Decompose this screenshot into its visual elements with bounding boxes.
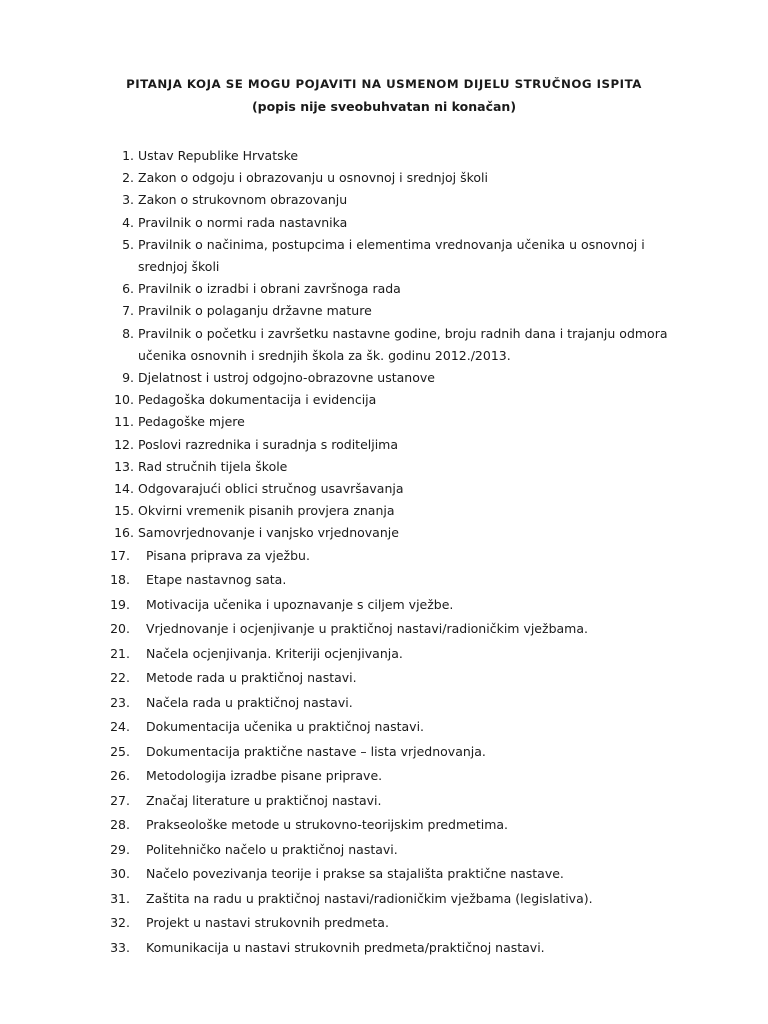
list-item-text: Zakon o strukovnom obrazovanju (138, 192, 348, 208)
list-item-text: Zakon o odgoju i obrazovanju u osnovnoj i srednjoj školi (138, 170, 488, 186)
list-item-number: 7. (122, 303, 134, 319)
list-item-text: Okvirni vremenik pisanih provjera znanja (138, 503, 395, 519)
list-item-text: Pravilnik o izradbi i obrani završnoga rada (138, 281, 401, 297)
list-item-number: 13. (114, 458, 134, 474)
list-item-text: Načela ocjenjivanja. Kriteriji ocjenjivanja. (146, 645, 403, 661)
list-item-number: 3. (122, 192, 134, 208)
list-item-text: Pravilnik o načinima, postupcima i elementima vrednovanja učenika u osnovnoj i (138, 236, 645, 252)
list-item-number: 16. (114, 525, 134, 541)
list-item-text: Rad stručnih tijela škole (138, 458, 288, 474)
list-item-text: Pedagoška dokumentacija i evidencija (138, 392, 377, 408)
list-item-number: 21. (110, 645, 130, 661)
list-item-text: Pravilnik o početku i završetku nastavne godine, broju radnih dana i trajanju odmora (138, 325, 668, 341)
list-item-text: Ustav Republike Hrvatske (138, 148, 299, 163)
document-title: PITANJA KOJA SE MOGU POJAVITI NA USMENOM DIJELU STRUČNOG ISPITA (126, 77, 642, 91)
list-item-number: 25. (110, 743, 130, 759)
list-item-text: Metodologija izradbe pisane priprave. (146, 768, 383, 784)
list-item-number: 17. (110, 547, 130, 563)
list-item-number: 11. (114, 414, 134, 430)
list-item-text: Odgovarajući oblici stručnog usavršavanja (138, 481, 404, 496)
list-item-text: Pedagoške mjere (138, 414, 245, 430)
list-item-number: 28. (110, 817, 130, 833)
list-item-text: Vrjednovanje i ocjenjivanje u praktičnoj nastavi/radioničkim vježbama. (146, 621, 588, 637)
list-item-text: Značaj literature u praktičnoj nastavi. (146, 792, 382, 808)
list-item-text-continued: učenika osnovnih i srednjih škola za šk. godinu 2012./2013. (138, 347, 511, 363)
list-item-number: 1. (122, 148, 134, 163)
list-item-text: Etape nastavnog sata. (146, 572, 287, 588)
list-item-text: Politehničko načelo u praktičnoj nastavi. (146, 841, 398, 857)
list-item-number: 31. (110, 890, 130, 906)
list-item-text: Načelo povezivanja teorije i prakse sa stajališta praktične nastave. (146, 866, 564, 882)
list-item-number: 20. (110, 621, 130, 637)
list-item-text: Motivacija učenika i upoznavanje s ciljem vježbe. (146, 596, 454, 612)
list-item-text: Pravilnik o normi rada nastavnika (138, 214, 348, 230)
list-item-number: 27. (110, 792, 130, 808)
list-item-number: 29. (110, 841, 130, 857)
list-item-number: 12. (114, 436, 134, 452)
list-item-text: Poslovi razrednika i suradnja s roditeljima (138, 436, 399, 452)
list-item-number: 2. (122, 170, 134, 186)
list-item-number: 26. (110, 768, 130, 784)
list-item-text: Prakseološke metode u strukovno-teorijskim predmetima. (146, 817, 509, 833)
list-item-text: Djelatnost i ustroj odgojno-obrazovne ustanove (138, 370, 435, 385)
list-item-text: Projekt u nastavi strukovnih predmeta. (146, 915, 389, 931)
list-item-text: Zaštita na radu u praktičnoj nastavi/radioničkim vježbama (legislativa). (146, 890, 593, 906)
list-item-text: Komunikacija u nastavi strukovnih predmeta/praktičnoj nastavi. (146, 939, 545, 955)
list-item-text-continued: srednjoj školi (138, 259, 220, 274)
list-item-text: Samovrjednovanje i vanjsko vrjednovanje (138, 525, 399, 541)
list-item-number: 10. (114, 392, 134, 408)
list-item-number: 4. (122, 214, 134, 230)
list-item-number: 32. (110, 915, 130, 931)
list-item-text: Pravilnik o polaganju državne mature (138, 303, 372, 319)
list-item-number: 14. (114, 481, 134, 496)
list-item-number: 24. (110, 719, 130, 735)
list-item-text: Dokumentacija praktične nastave – lista vrjednovanja. (146, 743, 486, 759)
list-item-number: 33. (110, 939, 130, 955)
list-item-number: 23. (110, 694, 130, 710)
list-item-number: 22. (110, 670, 130, 686)
list-item-number: 5. (122, 236, 134, 252)
list-item-number: 8. (122, 325, 134, 341)
list-item-text: Dokumentacija učenika u praktičnoj nastavi. (146, 719, 425, 735)
document-subtitle: (popis nije sveobuhvatan ni konačan) (251, 99, 517, 114)
list-item-number: 15. (114, 503, 134, 519)
list-item-number: 30. (110, 866, 130, 882)
list-item-number: 9. (122, 370, 134, 385)
list-item-number: 6. (122, 281, 134, 297)
list-item-number: 19. (110, 596, 130, 612)
list-item-number: 18. (110, 572, 130, 588)
list-item-text: Načela rada u praktičnoj nastavi. (146, 694, 353, 710)
list-item-text: Pisana priprava za vježbu. (146, 547, 310, 563)
list-item-text: Metode rada u praktičnoj nastavi. (146, 670, 357, 686)
